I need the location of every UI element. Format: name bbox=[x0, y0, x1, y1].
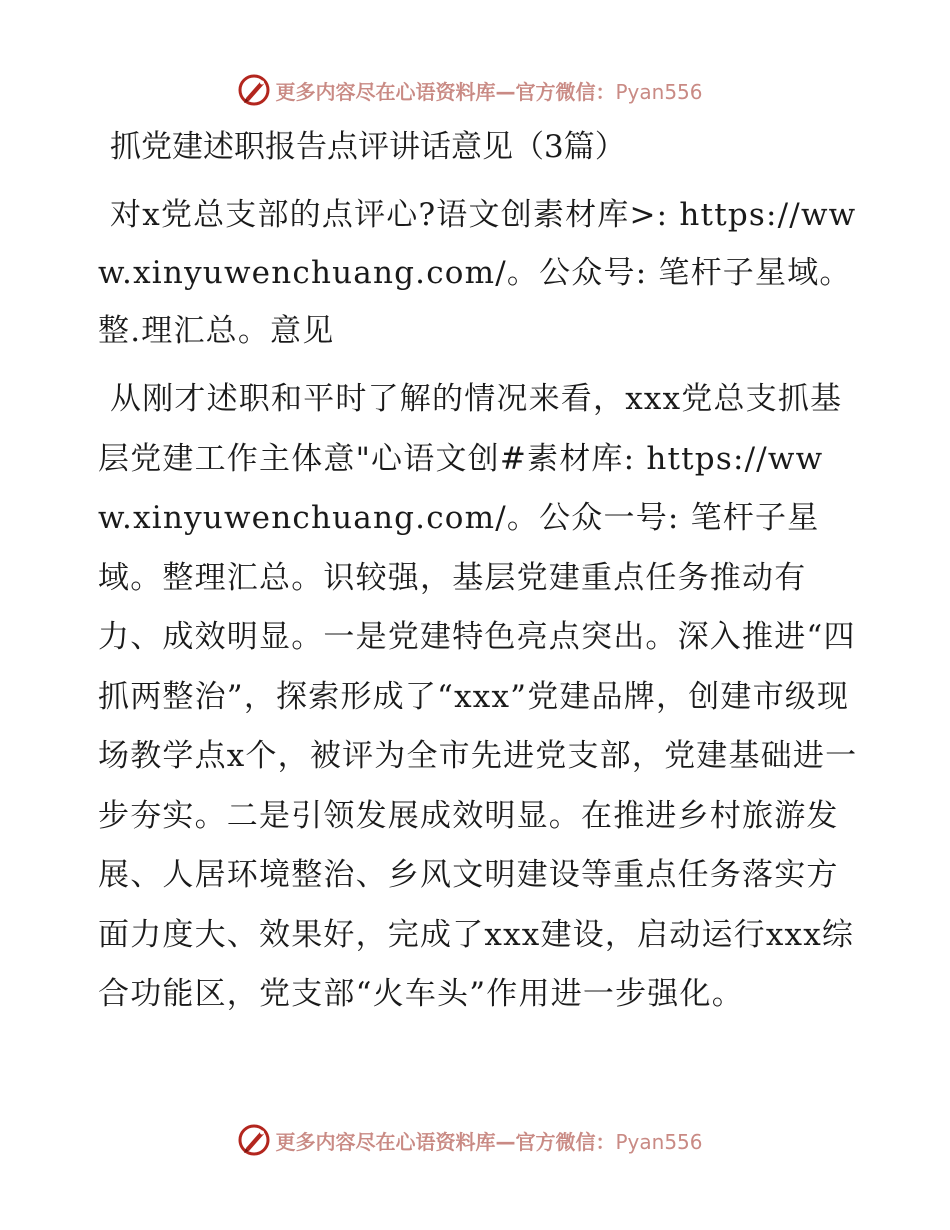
pen-logo-icon bbox=[237, 1123, 271, 1157]
header-banner bbox=[0, 70, 950, 110]
document-title: 抓党建述职报告点评讲话意见（3篇） bbox=[110, 129, 626, 165]
paragraph-1: 对x党总支部的点评心?语文创素材库>: https://www.xinyuwenchuang.com/。公众号: 笔杆子星域。整.理汇总。意见 bbox=[98, 197, 857, 349]
footer-banner-handle: Pyan556 bbox=[615, 1129, 703, 1154]
footer-banner bbox=[0, 1120, 950, 1160]
header-banner-handle: Pyan556 bbox=[615, 79, 703, 104]
header-banner-label: 更多内容尽在心语资料库—官方微信： bbox=[275, 79, 616, 104]
footer-banner-inner bbox=[237, 1123, 702, 1157]
pen-logo-icon bbox=[237, 73, 271, 107]
header-banner-text bbox=[275, 76, 702, 105]
header-banner-inner bbox=[237, 73, 702, 107]
paragraph-2: 从刚才述职和平时了解的情况来看，xxx党总支抓基层党建工作主体意"心语文创#素材库: https://www.xinyuwenchuang.com/。公众一号: 笔杆子星域。整理汇总。识较强，基层党建重点任务推动有力、成效明显。一是党建特色亮点突出。深入推进“四抓两整治”，探索形成了“xxx”党建品牌，创建市级现场教学点x个，被评为全市先进党支部，党建基础进一步夯实。二是引领发展成效明显。在推进乡村旅游发展、人居环境整治、乡风文明建设等重点任务落实方面力度大、效果好，完成了xxx建设，启动运行xxx综合功能区，党支部“火车头”作用进一步强化。 bbox=[98, 381, 858, 1012]
footer-banner-text bbox=[275, 1126, 702, 1155]
document-body bbox=[98, 122, 858, 1035]
footer-banner-label: 更多内容尽在心语资料库—官方微信： bbox=[275, 1129, 616, 1154]
